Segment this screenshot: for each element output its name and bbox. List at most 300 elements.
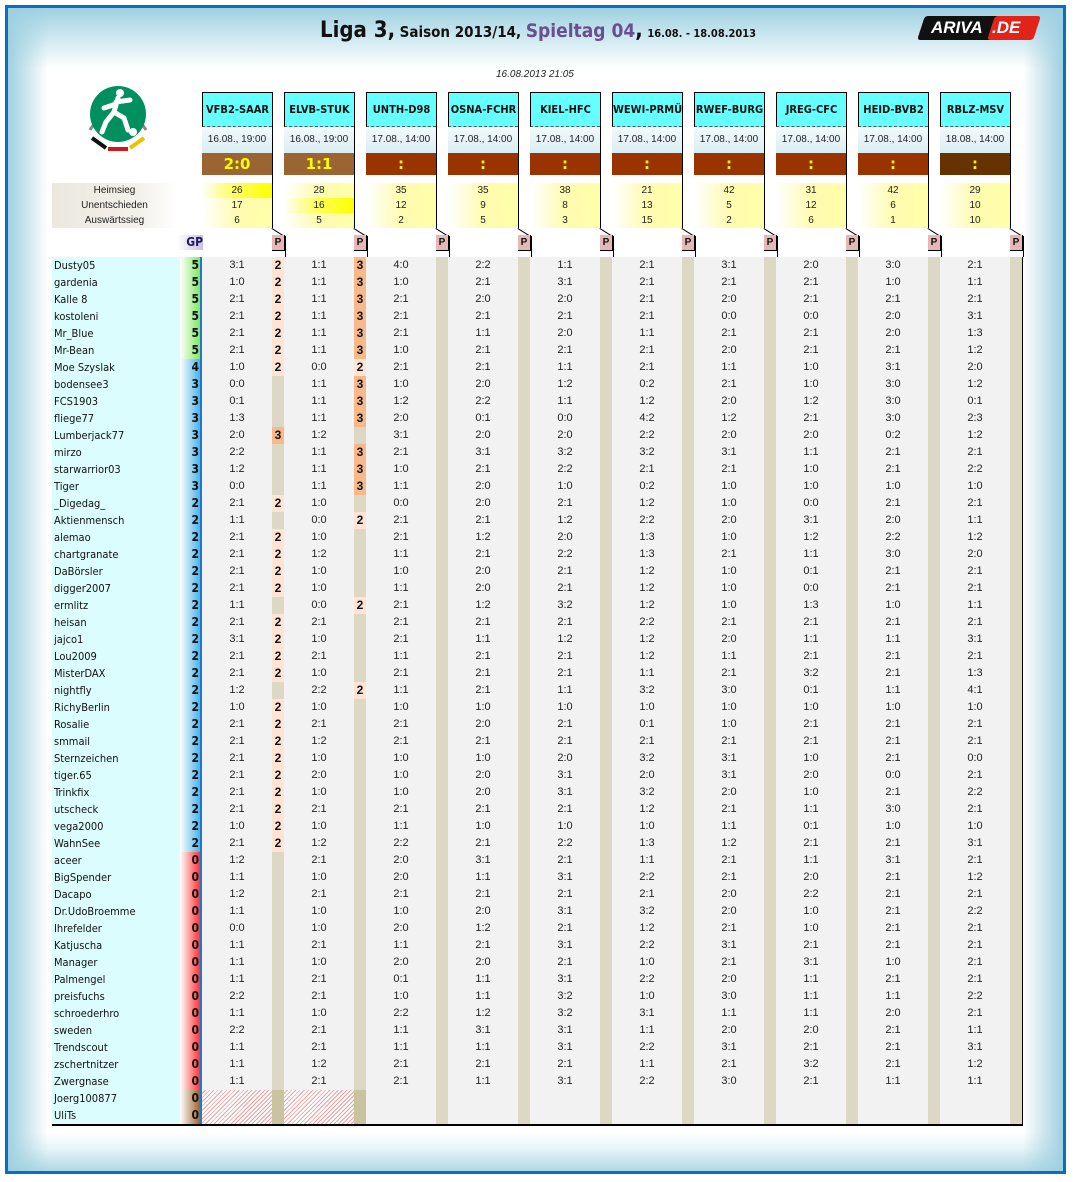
player-name[interactable]: Palmengel xyxy=(52,971,180,988)
player-name[interactable]: vega2000 xyxy=(52,818,180,835)
player-row[interactable] xyxy=(52,495,1023,512)
tip-cell: 2:1 xyxy=(940,937,1010,954)
tip-cell: 3:1 xyxy=(448,1022,518,1039)
tip-cell: 1:1 xyxy=(940,1022,1010,1039)
player-row[interactable] xyxy=(52,648,1023,665)
tip-points xyxy=(764,1005,776,1022)
player-name[interactable]: Katjuscha xyxy=(52,937,180,954)
match-name[interactable]: RWEF-BURG xyxy=(694,92,764,127)
tip-cell: 2:2 xyxy=(612,971,682,988)
match-border xyxy=(518,92,519,228)
tip-cell: 2:1 xyxy=(940,801,1010,818)
player-name[interactable]: Trendscout xyxy=(52,1039,180,1056)
tip-points xyxy=(600,444,612,461)
tip-cell: 2:1 xyxy=(612,257,682,274)
player-points: 2 xyxy=(180,631,202,648)
tip-points xyxy=(600,274,612,291)
tip-cell: 2:1 xyxy=(284,971,354,988)
player-name[interactable]: Ihrefelder xyxy=(52,920,180,937)
tip-points xyxy=(436,393,448,410)
player-name[interactable]: heisan xyxy=(52,614,180,631)
player-row[interactable] xyxy=(52,665,1023,682)
tip-points xyxy=(354,546,366,563)
player-row[interactable] xyxy=(52,835,1023,852)
tip-cell: 3:0 xyxy=(858,257,928,274)
player-name[interactable]: UliTs xyxy=(52,1107,180,1124)
tip-cell: 2:2 xyxy=(366,1005,436,1022)
tip-points xyxy=(928,852,940,869)
player-row[interactable] xyxy=(52,546,1023,563)
player-name[interactable]: mirzo xyxy=(52,444,180,461)
player-row[interactable] xyxy=(52,461,1023,478)
tip-cell: 1:1 xyxy=(202,954,272,971)
player-row[interactable] xyxy=(52,1107,1023,1124)
tip-cell: 1:1 xyxy=(366,648,436,665)
tip-points xyxy=(764,342,776,359)
tip-points xyxy=(846,1090,858,1107)
player-name[interactable]: fliege77 xyxy=(52,410,180,427)
match-header[interactable] xyxy=(858,92,928,175)
tip-points xyxy=(846,1073,858,1090)
tip-cell: 3:2 xyxy=(612,444,682,461)
tip-points xyxy=(846,410,858,427)
match-header[interactable] xyxy=(612,92,682,175)
tip-points xyxy=(928,393,940,410)
tip-cell: 1:0 xyxy=(612,988,682,1005)
tip-cell: 1:2 xyxy=(940,529,1010,546)
tip-points xyxy=(1010,716,1022,733)
column-divider xyxy=(1022,767,1023,784)
player-row[interactable] xyxy=(52,512,1023,529)
brand-left: ARIVA xyxy=(931,18,983,37)
tip-points xyxy=(928,869,940,886)
player-row[interactable] xyxy=(52,1073,1023,1090)
player-row[interactable] xyxy=(52,1005,1023,1022)
match-name[interactable]: JREG-CFC xyxy=(776,92,846,127)
tip-cell: 2:0 xyxy=(530,291,600,308)
match-header[interactable] xyxy=(366,92,436,175)
player-name[interactable]: Mr_Blue xyxy=(52,325,180,342)
player-name[interactable]: _Digedag_ xyxy=(52,495,180,512)
player-name[interactable]: Lumberjack77 xyxy=(52,427,180,444)
player-row[interactable] xyxy=(52,257,1023,274)
tip-points xyxy=(600,750,612,767)
player-row[interactable] xyxy=(52,325,1023,342)
tip-cell: 2:1 xyxy=(776,614,846,631)
tip-cell: 1:0 xyxy=(776,903,846,920)
player-row[interactable] xyxy=(52,971,1023,988)
player-name[interactable]: Manager xyxy=(52,954,180,971)
player-row[interactable] xyxy=(52,1039,1023,1056)
player-points: 2 xyxy=(180,597,202,614)
tip-cell: 2:1 xyxy=(530,716,600,733)
draw-count: 6 xyxy=(890,200,896,211)
tip-points xyxy=(682,937,694,954)
column-divider xyxy=(1022,308,1023,325)
player-name[interactable]: Joerg100877 xyxy=(52,1090,180,1107)
player-name[interactable]: DaBörsler xyxy=(52,563,180,580)
player-name[interactable]: WahnSee xyxy=(52,835,180,852)
tip-cell: 1:1 xyxy=(858,988,928,1005)
tip-cell: 3:2 xyxy=(530,444,600,461)
player-name[interactable]: Moe Szyslak xyxy=(52,359,180,376)
tip-cell: 2:1 xyxy=(858,665,928,682)
tip-points xyxy=(600,733,612,750)
player-row[interactable] xyxy=(52,614,1023,631)
tip-cell: 2:1 xyxy=(530,495,600,512)
player-row[interactable] xyxy=(52,359,1023,376)
tip-cell: 2:1 xyxy=(940,580,1010,597)
tip-points xyxy=(928,767,940,784)
tip-cell: 2:1 xyxy=(202,614,272,631)
player-points: 2 xyxy=(180,818,202,835)
player-name[interactable]: preisfuchs xyxy=(52,988,180,1005)
tip-cell: 1:1 xyxy=(448,1073,518,1090)
player-row[interactable] xyxy=(52,699,1023,716)
player-row[interactable] xyxy=(52,1022,1023,1039)
tip-cell: 2:1 xyxy=(776,325,846,342)
tip-cell: 1:1 xyxy=(202,869,272,886)
player-name[interactable]: alemao xyxy=(52,529,180,546)
player-row[interactable] xyxy=(52,716,1023,733)
tip-cell: 1:1 xyxy=(284,308,354,325)
tip-points xyxy=(846,274,858,291)
tip-points xyxy=(764,1056,776,1073)
match-name[interactable]: VFB2-SAAR xyxy=(202,92,272,127)
tip-points xyxy=(1010,631,1022,648)
player-name[interactable]: jajco1 xyxy=(52,631,180,648)
tip-cell: 3:2 xyxy=(530,597,600,614)
column-divider xyxy=(1022,580,1023,597)
player-row[interactable] xyxy=(52,529,1023,546)
player-name[interactable]: tiger.65 xyxy=(52,767,180,784)
match-header[interactable] xyxy=(202,92,272,175)
tip-points xyxy=(518,597,530,614)
tip-cell: 1:3 xyxy=(776,597,846,614)
player-name[interactable]: Tiger xyxy=(52,478,180,495)
tip-points: 3 xyxy=(354,410,366,427)
tip-cell: 1:2 xyxy=(284,733,354,750)
tip-points xyxy=(1010,308,1022,325)
player-points: 2 xyxy=(180,835,202,852)
tip-cell: 1:1 xyxy=(284,478,354,495)
player-name[interactable]: Kalle 8 xyxy=(52,291,180,308)
player-row[interactable] xyxy=(52,767,1023,784)
player-row[interactable] xyxy=(52,376,1023,393)
tip-points xyxy=(600,835,612,852)
tip-points xyxy=(928,1107,940,1124)
player-row[interactable] xyxy=(52,631,1023,648)
match-stats xyxy=(776,183,846,228)
tip-points xyxy=(1010,750,1022,767)
draw-count: 17 xyxy=(231,200,243,211)
column-divider xyxy=(1022,274,1023,291)
tip-points xyxy=(682,1073,694,1090)
player-name[interactable]: RichyBerlin xyxy=(52,699,180,716)
match-header[interactable] xyxy=(940,92,1010,175)
tip-points xyxy=(1010,852,1022,869)
match-date: 17.08., 14:00 xyxy=(612,127,682,153)
tip-points xyxy=(846,580,858,597)
player-name[interactable]: utscheck xyxy=(52,801,180,818)
tip-points xyxy=(682,359,694,376)
match-name[interactable]: OSNA-FCHR xyxy=(448,92,518,127)
player-row[interactable] xyxy=(52,393,1023,410)
tip-cell: 1:0 xyxy=(448,750,518,767)
player-name[interactable]: Dacapo xyxy=(52,886,180,903)
player-name[interactable]: Trinkfix xyxy=(52,784,180,801)
player-row[interactable] xyxy=(52,869,1023,886)
tip-points xyxy=(436,546,448,563)
match-name[interactable]: HEID-BVB2 xyxy=(858,92,928,127)
player-row[interactable] xyxy=(52,852,1023,869)
tip-cell: 2:1 xyxy=(530,563,600,580)
tip-cell: 3:2 xyxy=(776,1056,846,1073)
tip-points xyxy=(518,631,530,648)
tip-cell: 3:1 xyxy=(940,1039,1010,1056)
tip-cell: 1:0 xyxy=(776,461,846,478)
tip-cell: 2:1 xyxy=(366,291,436,308)
tip-points xyxy=(846,818,858,835)
tip-cell: 1:0 xyxy=(202,818,272,835)
player-row[interactable] xyxy=(52,444,1023,461)
tip-cell: 3:1 xyxy=(694,767,764,784)
match-header[interactable] xyxy=(530,92,600,175)
tip-cell: 2:1 xyxy=(940,444,1010,461)
tip-points xyxy=(436,869,448,886)
match-name[interactable]: RBLZ-MSV xyxy=(940,92,1010,127)
player-row[interactable] xyxy=(52,903,1023,920)
title-comma: , xyxy=(635,18,643,43)
player-name[interactable]: Mr-Bean xyxy=(52,342,180,359)
tip-cell: 2:1 xyxy=(366,308,436,325)
tip-points xyxy=(272,1005,284,1022)
match-header[interactable] xyxy=(776,92,846,175)
match-name[interactable]: UNTH-D98 xyxy=(366,92,436,127)
player-row[interactable] xyxy=(52,274,1023,291)
player-row[interactable] xyxy=(52,954,1023,971)
player-name[interactable]: Dr.UdoBroemme xyxy=(52,903,180,920)
match-stats xyxy=(202,183,272,228)
column-divider xyxy=(1022,869,1023,886)
tip-cell: 1:1 xyxy=(284,325,354,342)
player-points: 2 xyxy=(180,699,202,716)
player-name[interactable]: Zwergnase xyxy=(52,1073,180,1090)
tip-points xyxy=(1010,903,1022,920)
tip-cell: 2:2 xyxy=(202,444,272,461)
tip-cell: 2:1 xyxy=(366,1073,436,1090)
tip-cell: 2:1 xyxy=(202,716,272,733)
player-name[interactable]: kostoleni xyxy=(52,308,180,325)
player-row[interactable] xyxy=(52,410,1023,427)
tip-points xyxy=(928,597,940,614)
timestamp: 16.08.2013 21:05 xyxy=(496,69,574,80)
tip-points xyxy=(764,716,776,733)
tip-cell: 1:1 xyxy=(940,512,1010,529)
player-name[interactable]: Aktienmensch xyxy=(52,512,180,529)
tip-cell: 1:2 xyxy=(284,427,354,444)
match-date: 16.08., 19:00 xyxy=(202,127,272,153)
player-points: 2 xyxy=(180,546,202,563)
column-divider xyxy=(1022,971,1023,988)
tip-points xyxy=(272,478,284,495)
tip-cell: 2:1 xyxy=(448,512,518,529)
tip-cell: 1:2 xyxy=(612,495,682,512)
home-win-count: 38 xyxy=(559,185,571,196)
column-divider xyxy=(1022,733,1023,750)
tip-cell: 1:3 xyxy=(940,325,1010,342)
player-name[interactable]: FCS1903 xyxy=(52,393,180,410)
match-border xyxy=(859,236,860,257)
player-row[interactable] xyxy=(52,988,1023,1005)
player-name[interactable]: aceer xyxy=(52,852,180,869)
player-name[interactable]: bodensee3 xyxy=(52,376,180,393)
column-divider xyxy=(1022,393,1023,410)
player-name[interactable]: sweden xyxy=(52,1022,180,1039)
tip-points xyxy=(682,495,694,512)
tip-cell: 3:1 xyxy=(858,359,928,376)
player-name[interactable]: nightfly xyxy=(52,682,180,699)
tip-points xyxy=(1010,1005,1022,1022)
tip-cell: 2:2 xyxy=(448,393,518,410)
tip-cell: 2:1 xyxy=(530,665,600,682)
tip-cell: 0:1 xyxy=(776,563,846,580)
tip-points xyxy=(1010,563,1022,580)
tip-cell: 2:1 xyxy=(612,342,682,359)
player-row[interactable] xyxy=(52,597,1023,614)
tip-points xyxy=(764,733,776,750)
tip-cell: 1:1 xyxy=(776,1005,846,1022)
player-row[interactable] xyxy=(52,682,1023,699)
tip-points xyxy=(682,274,694,291)
player-row[interactable] xyxy=(52,427,1023,444)
ariva-logo[interactable] xyxy=(921,16,1037,40)
match-name[interactable]: WEWI-PRMÜ xyxy=(612,92,682,127)
player-row[interactable] xyxy=(52,478,1023,495)
player-points: 0 xyxy=(180,903,202,920)
tip-points xyxy=(682,835,694,852)
tip-cell: 2:1 xyxy=(940,971,1010,988)
tip-points xyxy=(682,784,694,801)
tip-cell: 2:1 xyxy=(940,767,1010,784)
player-name[interactable]: digger2007 xyxy=(52,580,180,597)
match-name[interactable]: KIEL-HFC xyxy=(530,92,600,127)
tip-points xyxy=(354,1090,366,1107)
tip-cell: 3:1 xyxy=(694,444,764,461)
tip-cell: 1:2 xyxy=(448,1005,518,1022)
tip-points xyxy=(600,869,612,886)
tip-points xyxy=(928,478,940,495)
tip-points xyxy=(518,818,530,835)
match-header[interactable] xyxy=(284,92,354,175)
tip-points xyxy=(928,835,940,852)
player-row[interactable] xyxy=(52,342,1023,359)
player-name[interactable]: starwarrior03 xyxy=(52,461,180,478)
tip-points xyxy=(600,631,612,648)
tip-cell: 1:0 xyxy=(694,563,764,580)
player-name[interactable]: schroederhro xyxy=(52,1005,180,1022)
tip-points xyxy=(518,1005,530,1022)
player-name[interactable]: Dusty05 xyxy=(52,257,180,274)
tip-cell: 2:1 xyxy=(202,750,272,767)
tip-points xyxy=(436,733,448,750)
tip-points xyxy=(518,886,530,903)
tip-cell: 2:0 xyxy=(530,750,600,767)
tip-cell: 0:0 xyxy=(202,920,272,937)
tip-cell: 2:1 xyxy=(858,563,928,580)
player-name[interactable]: Lou2009 xyxy=(52,648,180,665)
tip-cell: 2:0 xyxy=(448,716,518,733)
match-header[interactable] xyxy=(694,92,764,175)
player-row[interactable] xyxy=(52,920,1023,937)
tip-cell: 1:1 xyxy=(284,461,354,478)
player-name[interactable]: gardenia xyxy=(52,274,180,291)
tip-points xyxy=(518,1073,530,1090)
tip-points xyxy=(436,920,448,937)
tip-cell: 2:0 xyxy=(448,427,518,444)
tip-cell: 1:1 xyxy=(202,1056,272,1073)
player-points: 2 xyxy=(180,563,202,580)
player-name[interactable]: MisterDAX xyxy=(52,665,180,682)
tip-cell: 2:1 xyxy=(448,1056,518,1073)
tip-points xyxy=(436,410,448,427)
tip-points xyxy=(354,920,366,937)
player-row[interactable] xyxy=(52,1056,1023,1073)
player-row[interactable] xyxy=(52,801,1023,818)
player-points: 3 xyxy=(180,478,202,495)
away-win-count: 15 xyxy=(641,215,653,226)
player-row[interactable] xyxy=(52,580,1023,597)
tip-cell: 2:0 xyxy=(448,291,518,308)
player-row[interactable] xyxy=(52,750,1023,767)
away-win-count: 6 xyxy=(234,215,240,226)
tip-cell: 1:0 xyxy=(366,903,436,920)
player-row[interactable] xyxy=(52,563,1023,580)
tip-cell: 1:1 xyxy=(776,852,846,869)
tip-cell: 2:1 xyxy=(858,342,928,359)
tip-points xyxy=(764,495,776,512)
player-name[interactable]: zschertnitzer xyxy=(52,1056,180,1073)
match-stats xyxy=(940,183,1010,228)
player-row[interactable] xyxy=(52,886,1023,903)
match-name[interactable]: ELVB-STUK xyxy=(284,92,354,127)
player-name[interactable]: smmail xyxy=(52,733,180,750)
tip-cell: 0:0 xyxy=(284,359,354,376)
player-row[interactable] xyxy=(52,291,1023,308)
tip-points xyxy=(354,937,366,954)
player-name[interactable]: Sternzeichen xyxy=(52,750,180,767)
player-row[interactable] xyxy=(52,733,1023,750)
column-divider xyxy=(1022,410,1023,427)
player-name[interactable]: chartgranate xyxy=(52,546,180,563)
player-name[interactable]: Rosalie xyxy=(52,716,180,733)
player-name[interactable]: ermlitz xyxy=(52,597,180,614)
tip-cell: 1:2 xyxy=(202,461,272,478)
player-row[interactable] xyxy=(52,308,1023,325)
match-header[interactable] xyxy=(448,92,518,175)
player-row[interactable] xyxy=(52,937,1023,954)
tip-points xyxy=(600,427,612,444)
tip-points xyxy=(1010,835,1022,852)
column-divider xyxy=(1022,801,1023,818)
tip-points xyxy=(436,257,448,274)
player-row[interactable] xyxy=(52,818,1023,835)
tip-cell: 2:0 xyxy=(530,529,600,546)
tip-cell: 2:2 xyxy=(612,512,682,529)
player-name[interactable]: BigSpender xyxy=(52,869,180,886)
player-row[interactable] xyxy=(52,784,1023,801)
player-row[interactable] xyxy=(52,1090,1023,1107)
